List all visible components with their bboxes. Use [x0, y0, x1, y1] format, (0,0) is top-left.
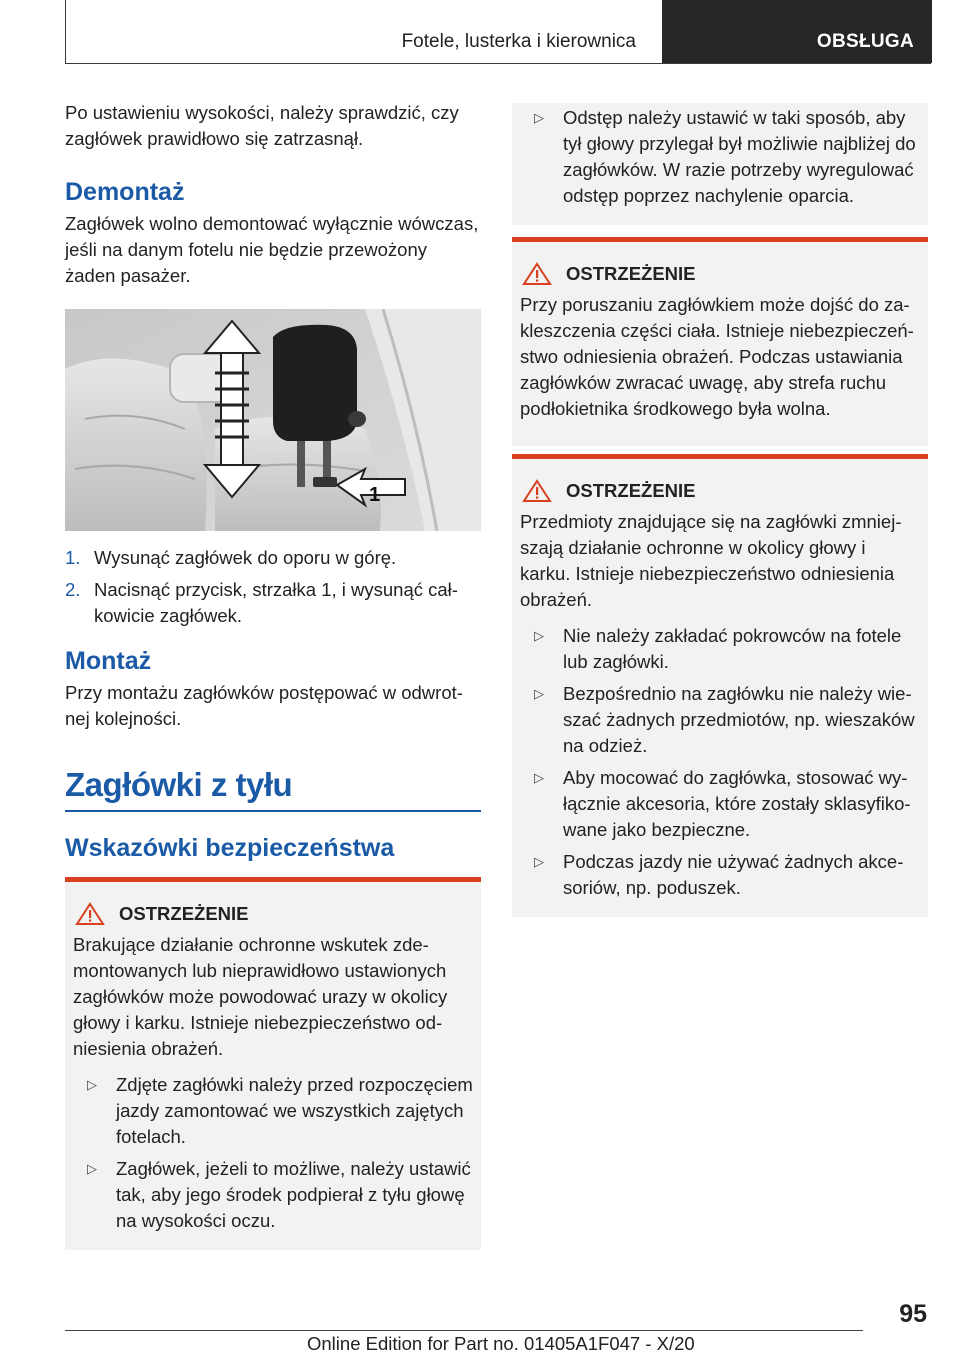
chapter-tab-label: OBSŁUGA — [816, 31, 914, 52]
bullet-text: Nie należy zakładać pokrowców na fotele lub zagłówki. — [563, 625, 902, 672]
headrest-drawing — [65, 309, 481, 531]
bullet-triangle-icon: ▷ — [534, 628, 544, 643]
warning-triangle-icon — [522, 262, 552, 286]
bullet-text: Podczas jazdy nie używać żadnych akcesoriów, np. poduszek. — [563, 851, 904, 898]
bullet-text: Zdjęte zagłówki należy przed rozpoczęciem jazdy zamontować we wszystkich zajętych fotelach. — [116, 1074, 473, 1147]
bullet-triangle-icon: ▷ — [87, 1077, 97, 1092]
bullet-triangle-icon: ▷ — [87, 1161, 97, 1176]
demontaz-paragraph: Zagłówek wolno demontować wyłącznie wówczas, jeśli na danym fotelu nie będzie przewożony żaden pasażer. — [65, 213, 479, 286]
intro-paragraph: Po ustawieniu wysokości, należy sprawdzić, czy zagłówek prawidłowo się zatrzasnął. — [65, 102, 459, 149]
step-number: 1. — [65, 547, 81, 568]
warning-triangle-icon — [75, 902, 105, 926]
section-heading: Zagłówki z tyłu — [65, 766, 481, 812]
warning-triangle-icon — [522, 479, 552, 503]
footer-divider — [65, 1330, 863, 1331]
warning-title-text: OSTRZEŻENIE — [566, 263, 696, 284]
warning-box — [512, 237, 928, 446]
removal-steps — [65, 545, 481, 629]
bullet-triangle-icon: ▷ — [534, 770, 544, 785]
warning-text: Brakujące działanie ochronne wskutek zdemontowanych lub nieprawidłowo ustawionych zagłówków może powodować urazy w okolicy głowy i karku. Istnieje niebezpieczeństwo odniesienia obrażeń. — [73, 934, 448, 1059]
headrest-illustration — [65, 309, 481, 531]
list-item — [65, 577, 481, 629]
warning-bullets — [520, 623, 920, 901]
section-title: Fotele, lusterka i kierownica — [401, 31, 636, 52]
list-item — [65, 545, 481, 571]
subsection-heading: Wskazówki bezpieczeństwa — [65, 834, 395, 862]
warning-bullets — [73, 1072, 473, 1234]
warning-title — [522, 479, 920, 503]
list-item — [520, 681, 920, 759]
warning-box — [512, 454, 928, 917]
warning-text: Przy poruszaniu zagłówkiem może dojść do zakleszczenia części ciała. Istnieje niebezpieczeństwo odniesienia obrażeń. Podczas ustawiania zagłówków zwracać uwagę, aby strefa ruchu podłokietnika środkowego była wolna. — [520, 294, 914, 419]
warning-title-text: OSTRZEŻENIE — [566, 480, 696, 501]
bullet-text: Odstęp należy ustawić w taki sposób, aby tył głowy przylegał był możliwie najbliżej do zagłówków. W razie potrzeby wyregulować odstęp poprzez nachylenie oparcia. — [563, 107, 916, 206]
list-item — [73, 1072, 473, 1150]
continued-bullet-box — [512, 103, 928, 225]
list-item — [73, 1156, 473, 1234]
list-item — [520, 623, 920, 675]
step-number: 2. — [65, 579, 81, 600]
list-item — [520, 849, 920, 901]
chapter-tab — [662, 0, 932, 63]
step-text: Nacisnąć przycisk, strzałka 1, i wysunąć całkowicie zagłówek. — [94, 579, 458, 626]
bullet-triangle-icon: ▷ — [534, 110, 544, 125]
warning-text: Przedmioty znajdujące się na zagłówki zmniejszają działanie ochronne w okolicy głowy i karku. Istnieje niebezpieczeństwo odniesienia obrażeń. — [520, 511, 902, 610]
right-column — [512, 103, 928, 917]
montaz-paragraph: Przy montażu zagłówków postępować w odwrotnej kolejności. — [65, 682, 463, 729]
bullet-text: Bezpośrednio na zagłówku nie należy wieszać żadnych przedmiotów, np. wieszaków na odzież. — [563, 683, 915, 756]
step-text: Wysunąć zagłówek do oporu w górę. — [94, 547, 397, 568]
bullet-text: Zagłówek, jeżeli to możliwe, należy ustawić tak, aby jego środek podpierał z tyłu głowę na wysokości oczu. — [116, 1158, 471, 1231]
list-item — [520, 765, 920, 843]
continued-bullets — [520, 105, 920, 209]
warning-title — [75, 902, 473, 926]
bullet-text: Aby mocować do zagłówka, stosować wyłącznie akcesoria, które zostały sklasyfikowane jako bezpieczne. — [563, 767, 911, 840]
bullet-triangle-icon: ▷ — [534, 686, 544, 701]
callout-1: 1 — [369, 484, 381, 506]
footer-edition: Online Edition for Part no. 01405A1F047 - X/20 — [307, 1333, 695, 1354]
demontaz-heading: Demontaż — [65, 178, 185, 206]
warning-title-text: OSTRZEŻENIE — [119, 903, 249, 924]
list-item — [520, 105, 920, 209]
page-number: 95 — [899, 1300, 927, 1328]
warning-title — [522, 262, 920, 286]
montaz-heading: Montaż — [65, 647, 152, 675]
warning-box — [65, 877, 481, 1250]
left-column — [65, 100, 481, 1250]
header-section — [66, 0, 650, 62]
page-header — [65, 0, 931, 64]
bullet-triangle-icon: ▷ — [534, 854, 544, 869]
